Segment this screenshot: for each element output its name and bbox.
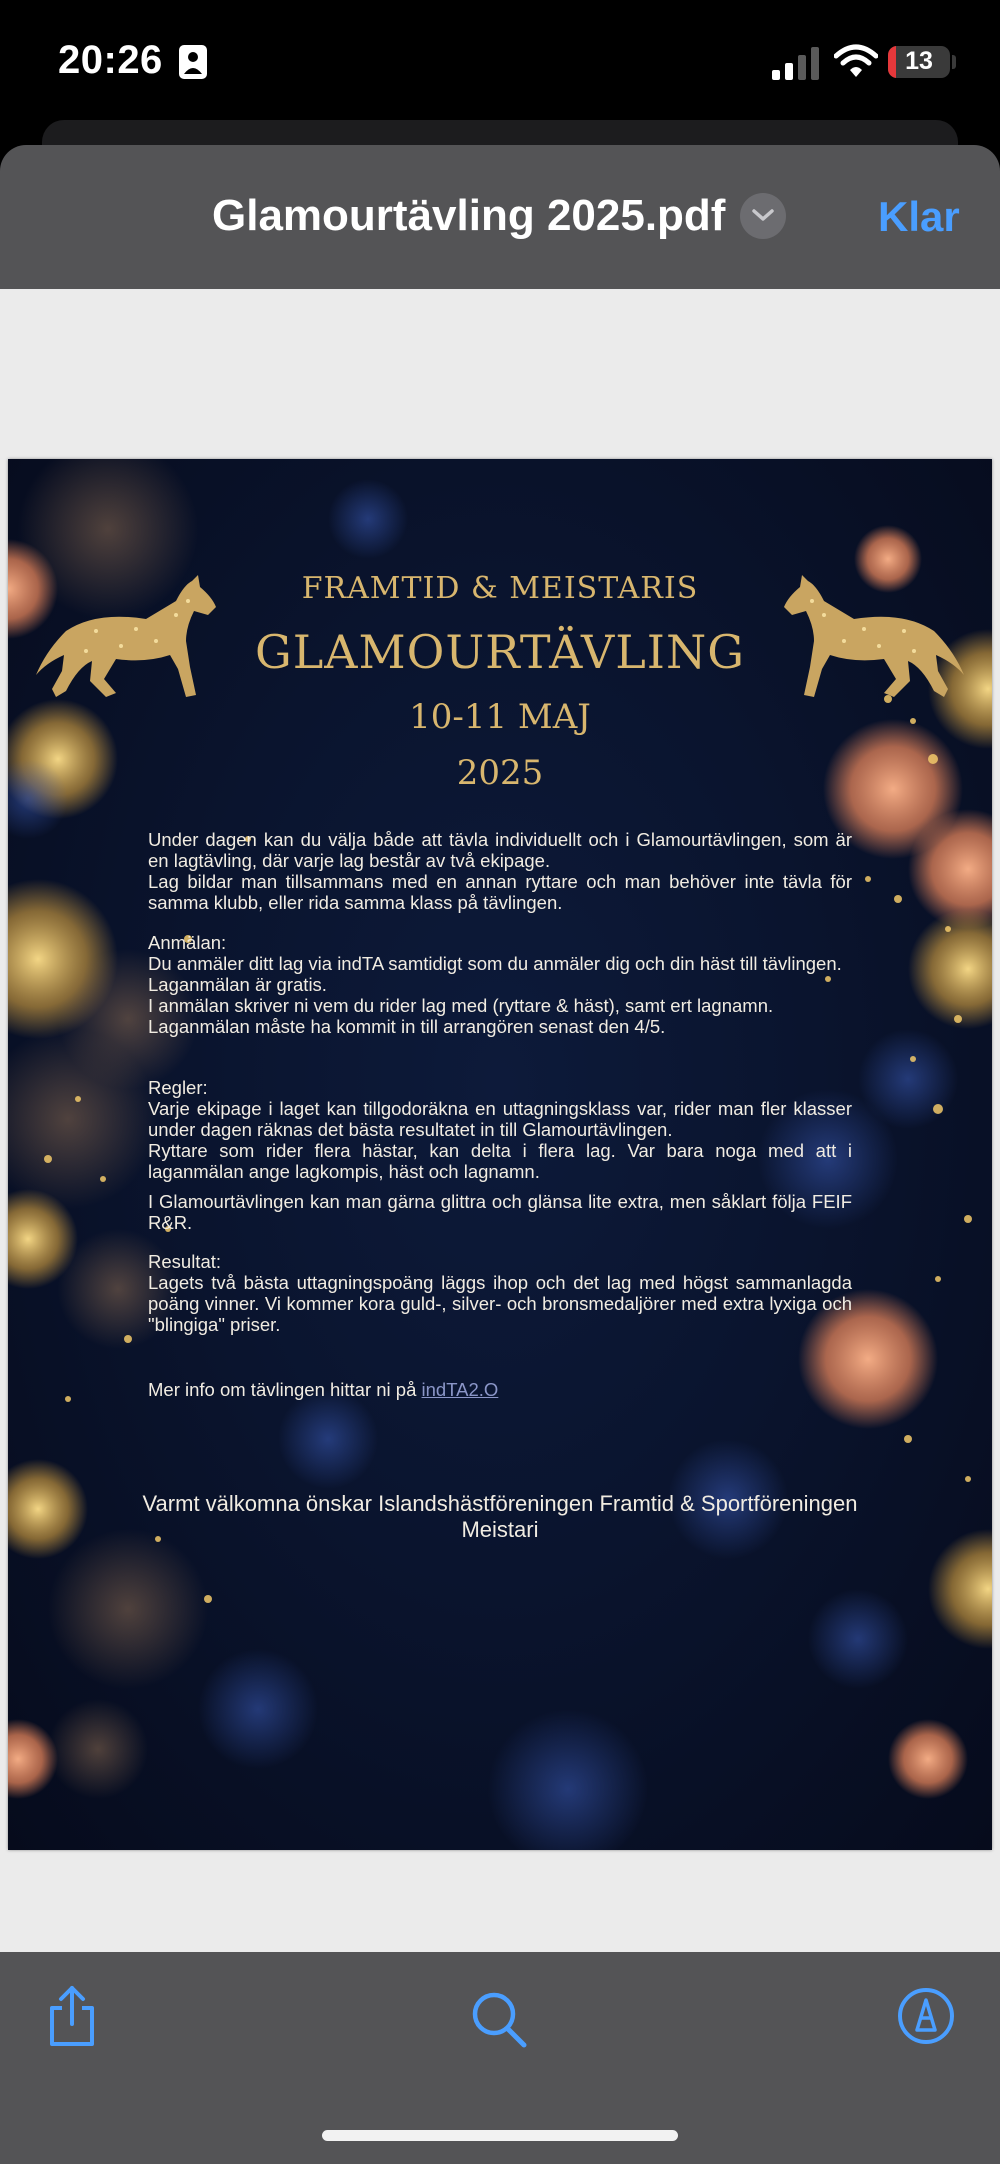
event-year: 2025 xyxy=(456,753,544,793)
document-title[interactable]: Glamourtävling 2025.pdf xyxy=(212,191,726,240)
registration-line: Du anmäler ditt lag via indTA samtidigt som du anmäler dig och din häst till tävlingen. xyxy=(148,953,842,974)
intro-section xyxy=(148,829,852,913)
intro-paragraph: Lag bildar man tillsammans med en annan ryttare och man behöver inte tävla för samma klubb, eller rida samma klass på tävlingen. xyxy=(148,871,852,913)
rules-section xyxy=(148,1077,852,1182)
rules-line: Ryttare som rider flera hästar, kan delta i flera lag. Var bara noga med att i laganmälan ange lagkompis, häst och lagnamn. xyxy=(148,1140,852,1182)
share-icon[interactable] xyxy=(42,1984,102,2048)
event-title: GLAMOURTÄVLING xyxy=(255,625,745,679)
registration-section xyxy=(148,932,852,1037)
welcome-message: Varmt välkomna önskar Islandshästföreningen Framtid & Sportföreningen Meistari xyxy=(142,1491,858,1542)
status-time: 20:26 xyxy=(58,38,163,82)
registration-heading: Anmälan: xyxy=(148,932,227,953)
chevron-down-icon xyxy=(751,207,775,223)
pdf-page[interactable] xyxy=(8,459,992,1850)
results-text: Lagets två bästa uttagningspoäng läggs ihop och det lag med högst sammanlagda poäng vinner. Vi kommer kora guld-, silver- och bronsmedaljörer med extra lyxiga och "blingiga" priser. xyxy=(148,1272,852,1335)
cellular-signal-icon xyxy=(772,46,820,80)
wifi-icon xyxy=(834,44,878,80)
person-badge-icon xyxy=(178,44,208,80)
event-dates: 10-11 MAJ xyxy=(409,697,591,737)
battery-level: 13 xyxy=(905,47,933,75)
more-info-link[interactable]: indTA2.O xyxy=(421,1379,499,1400)
search-icon[interactable] xyxy=(468,1986,528,2050)
more-info-text: Mer info om tävlingen hittar ni på xyxy=(148,1379,422,1400)
results-section xyxy=(148,1251,852,1335)
markup-icon[interactable] xyxy=(896,1984,956,2048)
registration-line: Laganmälan är gratis. xyxy=(148,974,327,995)
registration-line: I anmälan skriver ni vem du rider lag med (ryttare & häst), samt ert lagnamn. xyxy=(148,995,774,1016)
rules-line: Varje ekipage i laget kan tillgodoräkna en uttagningsklass var, rider man fler klasser under dagen räknas det bästa resultatet in till Glamourtävlingen. xyxy=(148,1098,852,1140)
pdf-viewer[interactable] xyxy=(0,289,1000,1952)
results-heading: Resultat: xyxy=(148,1251,222,1272)
rules-heading: Regler: xyxy=(148,1077,208,1098)
club-names: FRAMTID & MEISTARIS xyxy=(301,571,699,606)
document-header xyxy=(0,145,1000,289)
battery-indicator xyxy=(888,46,950,78)
registration-line: Laganmälan måste ha kommit in till arrangören senast den 4/5. xyxy=(148,1016,666,1037)
intro-paragraph: Under dagen kan du välja både att tävla individuellt och i Glamourtävlingen, som är en lagtävling, där varje lag består av två ekipage. xyxy=(148,829,852,871)
title-menu-button[interactable] xyxy=(740,193,786,239)
done-button[interactable]: Klar xyxy=(878,193,960,240)
more-info xyxy=(148,1379,852,1400)
battery-tip xyxy=(952,55,956,69)
glitter-note: I Glamourtävlingen kan man gärna glittra och glänsa lite extra, men såklart följa FEIF R&R. xyxy=(148,1191,852,1233)
home-indicator[interactable] xyxy=(322,2130,678,2141)
status-bar xyxy=(0,0,1000,130)
